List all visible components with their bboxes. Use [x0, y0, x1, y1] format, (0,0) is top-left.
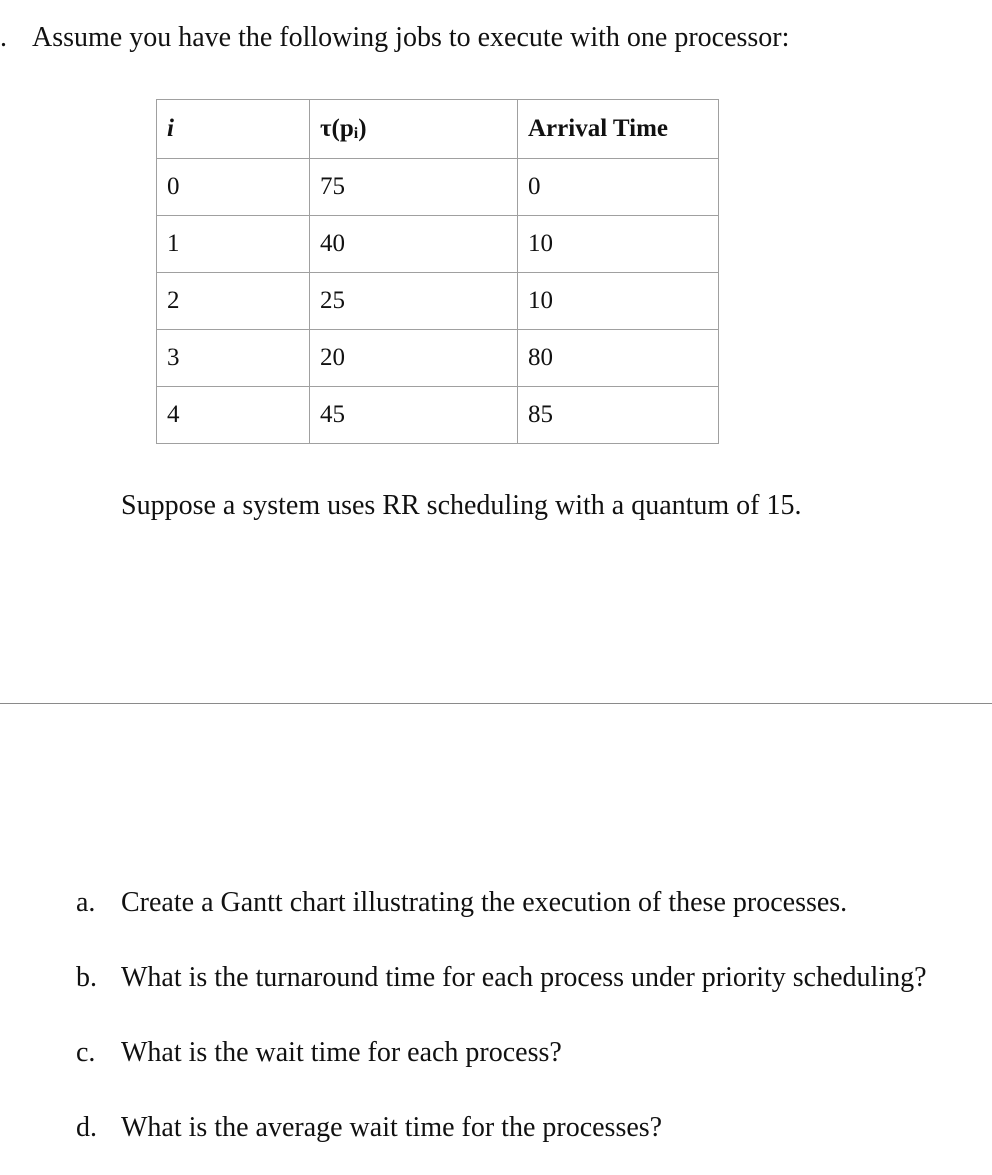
- question-a: [76, 887, 847, 919]
- question-letter: d.: [76, 1112, 97, 1143]
- intro-line: [0, 22, 789, 54]
- header-tau-sub: i: [353, 125, 359, 142]
- intro-bullet: .: [0, 22, 7, 53]
- table-header-row: [157, 100, 719, 159]
- cell-arrival: 10: [518, 273, 719, 330]
- table-row: [157, 216, 719, 273]
- header-tau-suffix: ): [358, 115, 367, 142]
- cell-i: 1: [157, 216, 310, 273]
- cell-arrival: 0: [518, 159, 719, 216]
- header-arrival-time: Arrival Time: [518, 100, 719, 159]
- cell-tau: 20: [310, 330, 518, 387]
- question-letter: c.: [76, 1037, 96, 1068]
- rr-scheduling-note: Suppose a system uses RR scheduling with a quantum of 15.: [121, 490, 802, 521]
- question-letter: b.: [76, 962, 97, 993]
- question-text: Create a Gantt chart illustrating the execution of these processes.: [121, 887, 848, 918]
- cell-tau: 75: [310, 159, 518, 216]
- table-row: [157, 159, 719, 216]
- cell-i: 2: [157, 273, 310, 330]
- question-d: [76, 1112, 662, 1144]
- question-c: [76, 1037, 562, 1069]
- cell-tau: 25: [310, 273, 518, 330]
- question-letter: a.: [76, 887, 96, 918]
- cell-i: 3: [157, 330, 310, 387]
- question-text: What is the average wait time for the processes?: [121, 1112, 663, 1143]
- cell-i: 4: [157, 387, 310, 444]
- jobs-table: [156, 99, 719, 444]
- cell-tau: 40: [310, 216, 518, 273]
- header-tau-prefix: τ(p: [320, 115, 354, 142]
- table-row: [157, 330, 719, 387]
- table-row: [157, 273, 719, 330]
- header-i: i: [157, 100, 310, 159]
- table-row: [157, 387, 719, 444]
- question-b: [76, 962, 927, 994]
- intro-text: Assume you have the following jobs to execute with one processor:: [32, 22, 790, 53]
- cell-i: 0: [157, 159, 310, 216]
- cell-arrival: 10: [518, 216, 719, 273]
- question-text: What is the wait time for each process?: [121, 1037, 562, 1068]
- cell-tau: 45: [310, 387, 518, 444]
- section-divider: [0, 703, 992, 704]
- header-tau: [310, 100, 518, 159]
- cell-arrival: 85: [518, 387, 719, 444]
- cell-arrival: 80: [518, 330, 719, 387]
- question-text: What is the turnaround time for each process under priority scheduling?: [121, 962, 927, 993]
